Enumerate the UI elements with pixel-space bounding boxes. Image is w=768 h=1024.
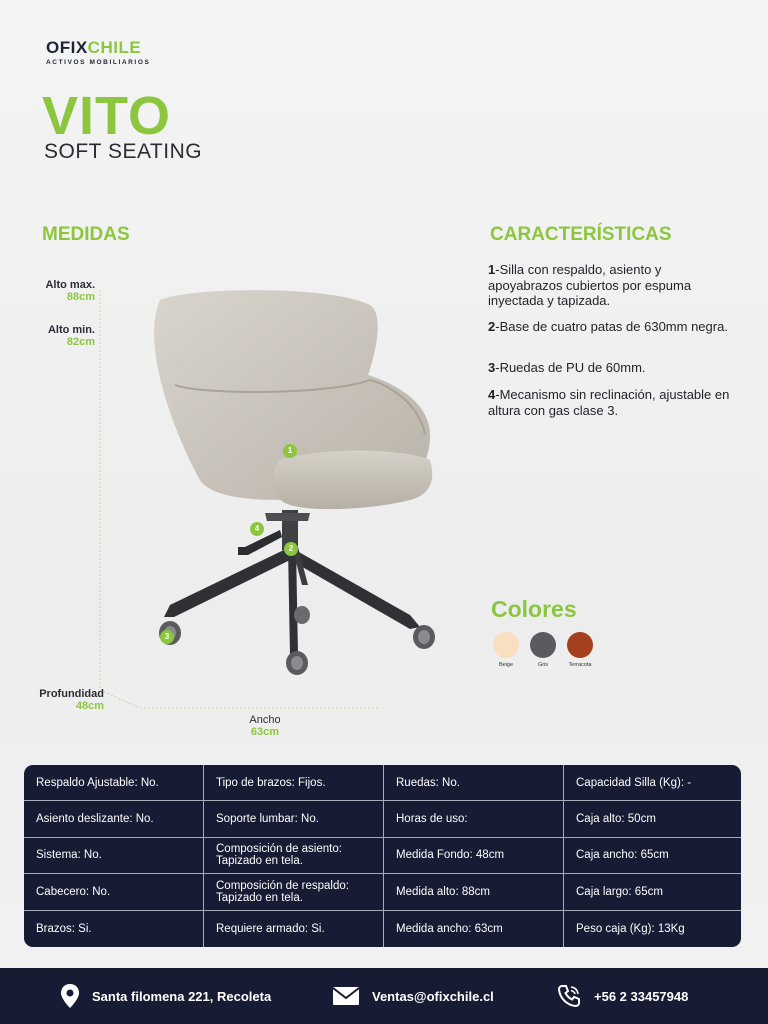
brand-name-main: OFIX [46, 38, 88, 57]
footer-email[interactable] [332, 968, 494, 1024]
product-name: VITO [42, 86, 172, 146]
color-label-gris: Gris [537, 662, 549, 668]
footer-address [60, 968, 271, 1024]
color-swatch-terracota[interactable] [567, 632, 593, 658]
spec-cell: Requiere armado: Si. [204, 911, 384, 947]
brand-tagline: ACTIVOS MOBILIARIOS [46, 59, 151, 66]
footer-phone[interactable] [556, 968, 688, 1024]
colors-title: Colores [491, 596, 577, 622]
spec-cell: Asiento deslizante: No. [24, 801, 204, 837]
callout-1: 1 [283, 444, 297, 458]
footer [0, 968, 768, 1024]
spec-cell: Soporte lumbar: No. [204, 801, 384, 837]
spec-cell: Peso caja (Kg): 13Kg [576, 922, 685, 935]
spec-cell: Medida ancho: 63cm [384, 911, 564, 947]
feature-item-1: 1-Silla con respaldo, asiento y apoyabrazos cubiertos por espuma inyectada y tapizada. [488, 262, 692, 308]
feature-item-2: 2-Base de cuatro patas de 630mm negra. [488, 319, 728, 334]
email-link[interactable]: Ventas@ofixchile.cl [372, 988, 494, 1004]
spec-cell: Respaldo Ajustable: No. [24, 765, 204, 801]
ancho-label: Ancho [249, 714, 281, 726]
alto-max-label: Alto max. [45, 279, 95, 291]
spec-cell: Brazos: Si. [24, 911, 204, 947]
mail-icon [332, 986, 360, 1006]
features-title: CARACTERÍSTICAS [490, 224, 672, 245]
callout-3: 3 [160, 630, 174, 644]
spec-cell: Medida Fondo: 48cm [384, 838, 564, 874]
spec-table [24, 765, 741, 947]
phone-link[interactable]: +56 2 33457948 [594, 988, 689, 1004]
color-label-beige: Beige [498, 662, 514, 668]
profundidad-value: 48cm [75, 700, 104, 712]
spec-cell: Horas de uso: [384, 801, 564, 837]
spec-cell: Caja ancho: 65cm [564, 838, 741, 874]
spec-cell: Capacidad Silla (Kg): - [564, 765, 741, 801]
brand-name-accent: CHILE [87, 38, 142, 57]
color-swatch-beige[interactable] [493, 632, 519, 658]
spec-cell: Caja alto: 50cm [564, 801, 741, 837]
spec-cell: Composición de respaldo: Tapizado en tela. [204, 874, 384, 910]
product-line: SOFT SEATING [44, 140, 203, 163]
measures-title: MEDIDAS [42, 224, 130, 245]
alto-max-value: 88cm [66, 291, 95, 303]
spec-cell: Tipo de brazos: Fijos. [204, 765, 384, 801]
alto-min-value: 82cm [66, 336, 95, 348]
profundidad-label: Profundidad [39, 688, 104, 700]
spec-cell: Caja largo: 65cm [564, 874, 741, 910]
feature-item-4: 4-Mecanismo sin reclinación, ajustable en altura con gas clase 3. [488, 387, 730, 418]
chair-illustration [130, 285, 450, 685]
callout-2: 2 [284, 542, 298, 556]
ancho-value: 63cm [250, 726, 280, 738]
color-swatch-gris[interactable] [530, 632, 556, 658]
feature-item-3: 3-Ruedas de PU de 60mm. [488, 360, 646, 375]
spec-cell: Medida alto: 88cm [384, 874, 564, 910]
alto-min-label: Alto min. [47, 324, 95, 336]
callout-4: 4 [250, 522, 264, 536]
phone-icon [556, 983, 582, 1009]
spec-cell: Cabecero: No. [24, 874, 204, 910]
spec-cell: Ruedas: No. [384, 765, 564, 801]
location-pin-icon [60, 983, 80, 1009]
color-label-terracota: Terracota [568, 662, 592, 668]
spec-cell: Sistema: No. [24, 838, 204, 874]
spec-cell: Composición de asiento: Tapizado en tela. [204, 838, 384, 874]
address-text: Santa filomena 221, Recoleta [92, 988, 272, 1004]
